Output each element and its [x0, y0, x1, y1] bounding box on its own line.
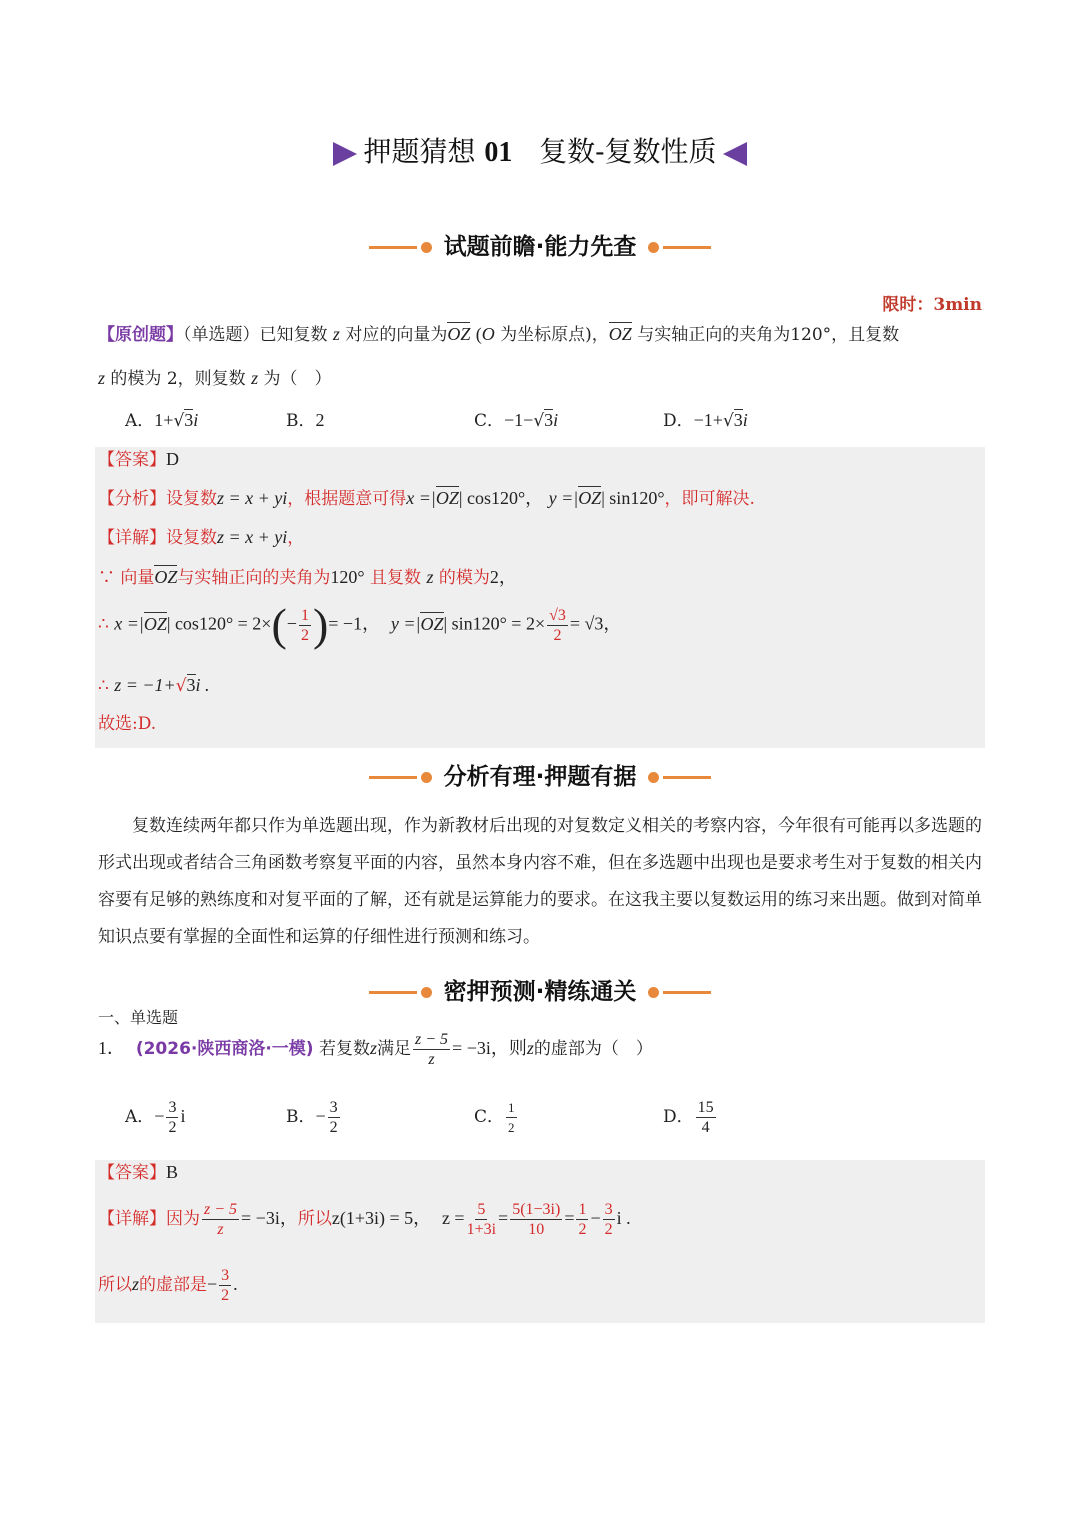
answer-box-1 [95, 447, 985, 748]
numerator: 3 [329, 1099, 338, 1116]
math: = √3， [569, 613, 622, 634]
dot-icon [421, 772, 432, 783]
math: | cos120° = 2× [166, 613, 272, 634]
vector-oz: OZ [143, 613, 167, 634]
text: 的模为 2，则复数 [110, 369, 246, 389]
text: 为坐标原点)， [500, 325, 609, 345]
option-label: B． [286, 411, 316, 431]
detail-tag: 【详解】 [98, 1209, 166, 1229]
text: ∵ 向量 [98, 568, 155, 588]
vector-oz: OZ [435, 488, 459, 508]
math: = −3i， [241, 1208, 298, 1228]
fraction [299, 606, 311, 645]
triangle-left-icon [723, 142, 747, 166]
math: z [370, 1038, 378, 1058]
denominator: 2 [221, 1287, 230, 1304]
text: 对应的向量为 [345, 325, 448, 345]
option-c[interactable]: C．−1−√3i [474, 410, 559, 431]
text: ，即可解决. [664, 489, 755, 509]
fraction [510, 1200, 562, 1239]
math: z(1+3i) = 5， [331, 1208, 432, 1228]
math: 3 [733, 410, 743, 430]
fraction [696, 1098, 716, 1137]
fraction [603, 1200, 615, 1239]
text: 所以 [297, 1209, 332, 1229]
math: z = x + yi [217, 527, 288, 547]
math: = [564, 1208, 575, 1228]
math: i . [195, 675, 210, 695]
answer-tag: 【答案】 [98, 450, 166, 470]
question-tag: 【原创题】 [98, 325, 183, 345]
text: 因为 [166, 1209, 200, 1229]
text: 若复数 [319, 1039, 370, 1059]
math: 3 [544, 410, 554, 430]
fraction [219, 1266, 231, 1305]
dot-icon [421, 242, 432, 253]
triangle-right-icon [333, 142, 357, 166]
detail-line-1 [98, 525, 304, 550]
vector-oz: OZ [578, 488, 602, 508]
section-header-analysis [0, 758, 1080, 791]
math: y =| [390, 613, 421, 634]
math: = −1， [328, 613, 381, 634]
option-a[interactable] [125, 1098, 185, 1137]
math: z = [441, 1208, 465, 1228]
title-number: 01 [484, 137, 513, 168]
math: 120° [330, 567, 365, 587]
math: − [286, 613, 297, 634]
text: 的模为 [438, 568, 490, 588]
denominator: 10 [528, 1221, 545, 1238]
dot-icon [421, 987, 432, 998]
title-subject: 复数-复数性质 [539, 135, 717, 168]
fraction [328, 1098, 340, 1137]
divider-line [663, 776, 711, 779]
option-d[interactable] [663, 1098, 718, 1137]
divider-line [369, 246, 417, 249]
math: 3 [186, 675, 196, 695]
numerator: z − 5 [415, 1031, 449, 1048]
question-number: 1． [98, 1038, 125, 1058]
math: i [742, 410, 748, 430]
math: | cos120°， [458, 488, 544, 508]
text: 的虚部为（ ） [533, 1039, 653, 1059]
denominator: 2 [168, 1119, 177, 1136]
text: 的虚部是 [139, 1275, 208, 1295]
fraction [547, 606, 568, 645]
text: 为（ ） [263, 369, 332, 389]
answer-tag: 【答案】 [98, 1163, 166, 1183]
option-label: D． [663, 1107, 694, 1127]
math: − [154, 1106, 165, 1126]
option-b[interactable] [286, 1098, 342, 1137]
text: ， [287, 528, 305, 548]
math: z [526, 1038, 534, 1058]
math: 1+ [154, 410, 174, 430]
math: 2 [315, 410, 325, 430]
math: z [98, 368, 106, 388]
numerator: 3 [604, 1201, 613, 1218]
section-header-practice [0, 973, 1080, 1006]
section-title: 分析有理·押题有据 [443, 764, 637, 790]
detail-line-4: ∴ z = −1+√3i . [98, 675, 210, 696]
numerator: √3 [549, 606, 566, 624]
numerator: 3 [221, 1267, 230, 1284]
denominator: 2 [604, 1221, 613, 1238]
detail-line-3: ∴ x =|OZ| cos120° = 2×(− $\frac{1}{2}$ )= −1， y =|OZ| sin120° = 2× $\frac{√3}{2}$ = √3， [98, 599, 622, 650]
math: | sin120° = 2× [443, 613, 546, 634]
math: z = x + yi [217, 488, 288, 508]
math: − [207, 1274, 218, 1294]
numerator: 1 [578, 1201, 587, 1218]
denominator: 2 [578, 1221, 587, 1238]
detail-line-2 [98, 565, 517, 590]
therefore-icon: ∴ [98, 614, 109, 635]
answer-value: D [166, 449, 179, 469]
math: = −3i，则 [452, 1038, 527, 1058]
numerator: z − 5 [204, 1201, 238, 1218]
option-d[interactable]: D．−1+√3i [663, 410, 748, 431]
math: . [233, 1274, 238, 1294]
numerator: 15 [697, 1099, 714, 1116]
dot-icon [648, 772, 659, 783]
dot-icon [648, 987, 659, 998]
answer-value: B [166, 1162, 179, 1182]
fraction [506, 1098, 517, 1137]
dot-icon [648, 242, 659, 253]
original-options [125, 408, 985, 434]
option-label: B． [286, 1107, 316, 1127]
math: x =| [114, 613, 144, 634]
title-prefix: 押题猜想 [363, 135, 476, 168]
section-header-preview [0, 228, 1080, 261]
text: ( [475, 324, 482, 344]
math: y =| [548, 488, 579, 508]
numerator: 1 [300, 606, 309, 624]
numerator: 3 [168, 1099, 177, 1116]
math: − [590, 1208, 601, 1228]
fraction [202, 1200, 239, 1239]
denominator: 2 [329, 1119, 338, 1136]
fraction [576, 1200, 588, 1239]
section-title: 密押预测·精练通关 [443, 979, 637, 1005]
detail-line-2 [98, 1266, 238, 1305]
numerator: 1 [506, 1098, 517, 1118]
vector-oz: OZ [154, 567, 178, 587]
analysis-line [98, 486, 755, 511]
question-source: (2026·陕西商洛·一模) [135, 1039, 314, 1059]
fraction [166, 1098, 178, 1137]
vector-oz: OZ [608, 324, 632, 344]
option-a[interactable]: A．1+√3i [125, 410, 199, 431]
denominator: 2 [300, 626, 309, 644]
math: O [481, 324, 495, 344]
math: −1+ [693, 410, 723, 430]
denominator: z [428, 1051, 435, 1068]
text: 满足 [377, 1039, 412, 1059]
text: （单选题）已知复数 [183, 325, 328, 345]
option-c[interactable] [474, 1098, 519, 1137]
math: z [251, 368, 259, 388]
math: = [498, 1208, 509, 1228]
question-1-options [125, 1098, 985, 1148]
analysis-paragraph: 复数连续两年都只作为单选题出现，作为新教材后出现的对复数定义相关的考察内容，今年很有可能再以多选题的形式出现或者结合三角函数考察复平面的内容，虽然本身内容不难，但在多选题中出现也是要求考生对于复数的相关内容要有足够的熟练度和对复平面的了解，还有就是运算能力的要求。在这我主要以复数运用的练习来出题。做到对简单知识点要有掌握的全面性和运算的仔细性进行预测和练习。 [98, 816, 982, 947]
conclusion: 故选:D. [98, 714, 157, 734]
option-label: C． [474, 1107, 505, 1127]
option-label: C． [474, 411, 505, 431]
divider-line [369, 991, 417, 994]
math: i . [616, 1208, 631, 1228]
page-title [0, 130, 1080, 170]
fraction [413, 1030, 450, 1069]
denominator: 1+3i [466, 1221, 497, 1238]
part-heading: 一、单选题 [98, 1008, 179, 1027]
vector-oz: OZ [420, 613, 444, 634]
denominator: z [217, 1221, 224, 1238]
math: i [553, 410, 559, 430]
math: x =| [406, 488, 436, 508]
option-label: A． [125, 411, 155, 431]
math: | sin120° [601, 488, 665, 508]
math: 2， [489, 567, 517, 587]
answer-line [98, 1160, 178, 1185]
divider-line [663, 246, 711, 249]
detail-tag: 【详解】 [98, 528, 166, 548]
option-label: D． [663, 411, 694, 431]
text: 设复数 [166, 489, 217, 509]
answer-line [98, 447, 179, 472]
text: 且复数 [370, 568, 422, 588]
text: 设复数 [166, 528, 217, 548]
math: −1− [504, 410, 534, 430]
math: i [193, 410, 199, 430]
fraction [467, 1200, 496, 1239]
analysis-tag: 【分析】 [98, 489, 166, 509]
math: i [180, 1106, 186, 1126]
math: z [426, 567, 434, 587]
detail-line-1 [98, 1200, 631, 1239]
math: 3 [184, 410, 194, 430]
time-limit: 限时：3min [882, 295, 982, 315]
math: − [315, 1106, 326, 1126]
option-label: A． [125, 1107, 155, 1127]
divider-line [663, 991, 711, 994]
math: z [332, 324, 340, 344]
text: 与实轴正向的夹角为 [177, 568, 331, 588]
text: ，根据题意可得 [287, 489, 407, 509]
text: 所以 [98, 1275, 132, 1295]
option-b[interactable] [286, 408, 325, 433]
question-1 [98, 1030, 653, 1069]
answer-box-2 [95, 1160, 985, 1323]
original-question-line2 [98, 366, 331, 391]
denominator: 4 [701, 1119, 710, 1136]
vector-oz: OZ [447, 324, 471, 344]
math: z = −1+ [114, 675, 176, 695]
original-question [98, 322, 993, 347]
divider-line [369, 776, 417, 779]
therefore-icon: ∴ [98, 676, 109, 696]
denominator: 2 [553, 626, 562, 644]
numerator: 5(1−3i) [512, 1201, 561, 1218]
denominator: 2 [508, 1120, 515, 1135]
section-title: 试题前瞻·能力先查 [443, 234, 637, 260]
math: z [132, 1274, 140, 1294]
text: 与实轴正向的夹角为120°，且复数 [637, 325, 900, 345]
numerator: 5 [477, 1201, 486, 1218]
